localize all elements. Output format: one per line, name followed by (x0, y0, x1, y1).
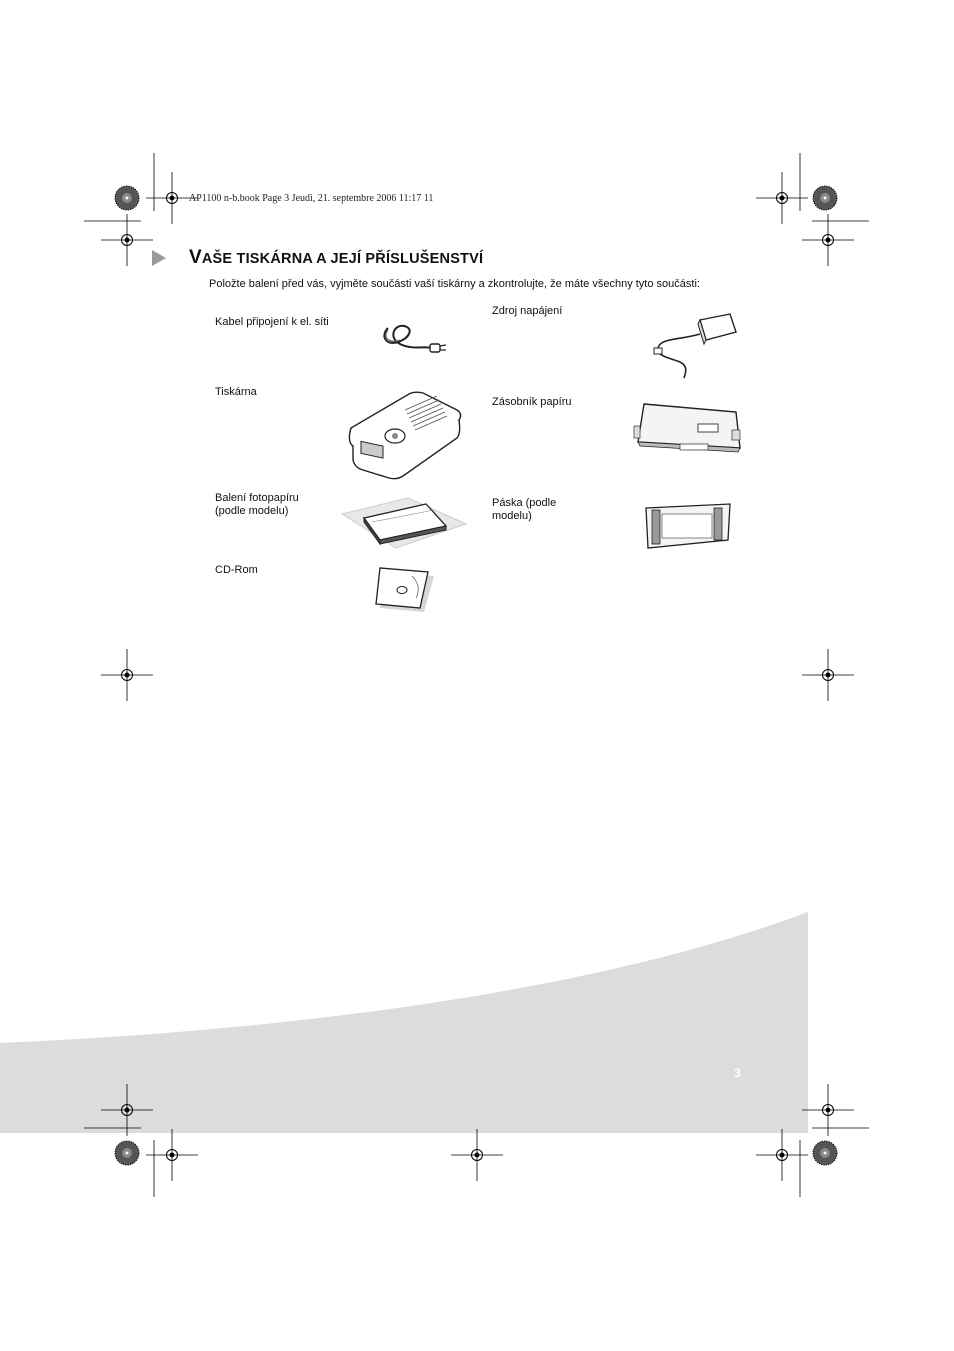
title-first-letter: V (189, 247, 202, 268)
cd-rom-icon (374, 568, 446, 618)
paper-tray-icon (632, 398, 747, 458)
photo-paper-pack-icon (338, 492, 470, 552)
intro-text: Položte balení před vás, vyjměte součásti vaší tiskárny a zkontrolujte, že máte všechny tyto součásti: (209, 278, 700, 290)
item-label-photo-paper: Balení fotopapíru (podle modelu) (215, 492, 299, 517)
printer-icon (345, 388, 465, 483)
section-arrow-icon (152, 250, 166, 266)
item-label-power-adapter: Zdroj napájení (492, 305, 563, 317)
item-label-ribbon: Páska (podle modelu) (492, 497, 557, 522)
ribbon-cartridge-icon (642, 500, 734, 550)
power-cable-icon (380, 318, 450, 358)
item-label-power-cable: Kabel připojení k el. síti (215, 316, 329, 328)
item-label-printer: Tiskárna (215, 386, 257, 398)
title-rest: AŠE TISKÁRNA A JEJÍ PŘÍSLUŠENSTVÍ (201, 251, 484, 267)
section-title (189, 247, 483, 269)
book-info-header: AP1100 n-b.book Page 3 Jeudi, 21. septembre 2006 11:17 11 (189, 193, 434, 204)
power-adapter-icon (650, 312, 740, 382)
item-label-cd-rom: CD-Rom (215, 564, 258, 576)
page-number: 3 (734, 1066, 741, 1080)
item-label-paper-tray: Zásobník papíru (492, 396, 572, 408)
